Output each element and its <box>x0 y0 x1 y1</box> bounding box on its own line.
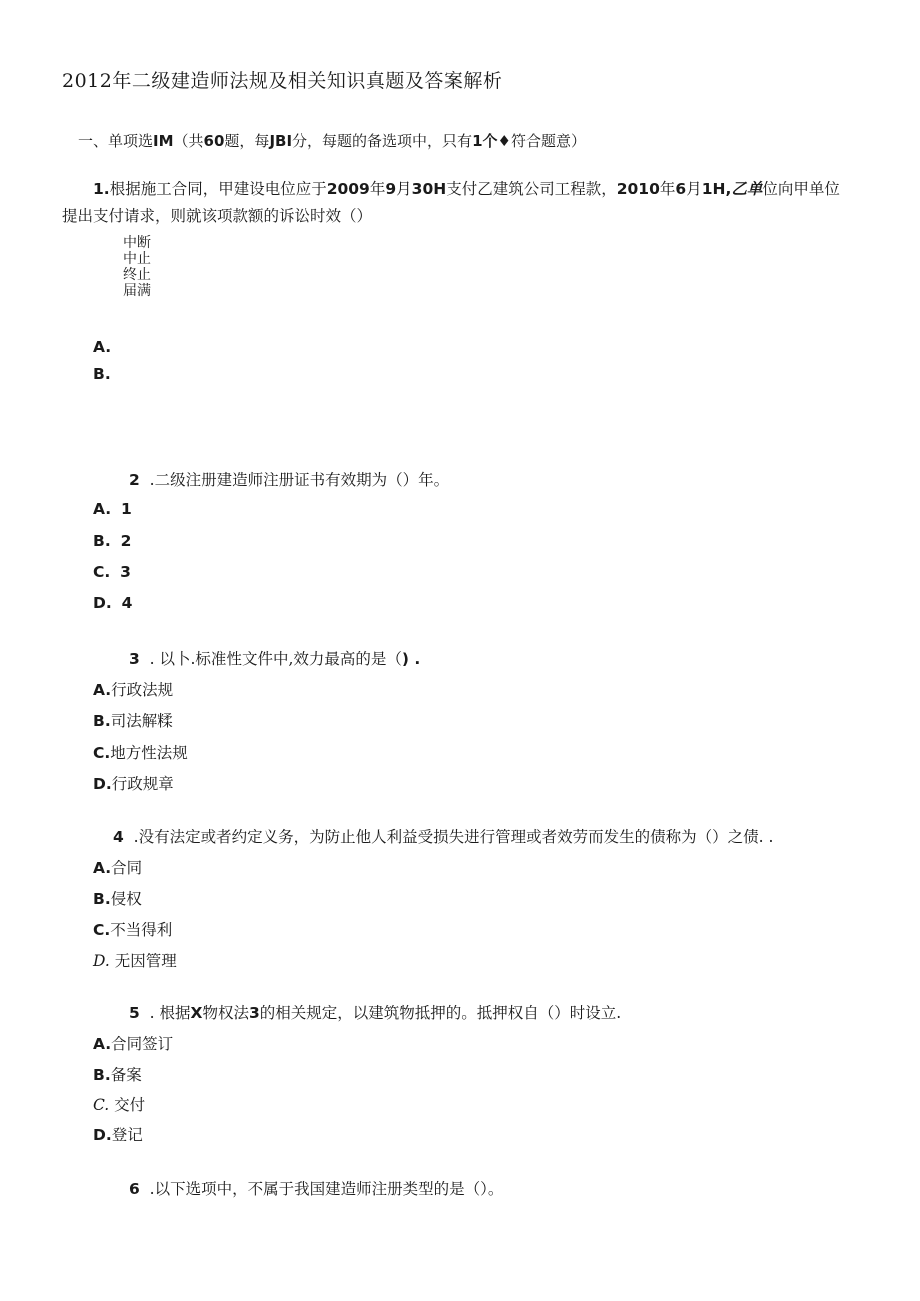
question-4: 4 .没有法定或者约定义务，为防止他人利益受损失进行管理或者效劳而发生的债称为（）之债. . <box>113 828 774 846</box>
option-c: C. 交付 <box>93 1096 146 1114</box>
option-a: A.合同 <box>93 859 143 877</box>
document-title: 2012年二级建造师法规及相关知识真题及答案解析 <box>62 70 503 92</box>
option-d: D.行政规章 <box>93 775 174 793</box>
option-b: B.侵权 <box>93 890 142 908</box>
choice-text: 中止 <box>123 251 151 267</box>
question-1-line-1: 1.根据施工合同，甲建设电位应于2009年9月30H支付乙建筑公司工程款，2010年6月1H,乙单位向甲单位 <box>93 180 840 198</box>
option-c: C.地方性法规 <box>93 744 188 762</box>
question-3: 3 . 以卜.标准性文件中,效力最高的是（) . <box>129 650 421 668</box>
option-d: D. 无因管理 <box>93 952 177 970</box>
option-b: B. 2 <box>93 532 132 550</box>
question-2: 2 .二级注册建造师注册证书有效期为（）年。 <box>129 471 450 489</box>
choice-text: 中断 <box>123 235 151 251</box>
option-c: C.不当得利 <box>93 921 173 939</box>
choice-text: 终止 <box>123 267 151 283</box>
option-d: D. 4 <box>93 594 133 612</box>
option-d: D.登记 <box>93 1126 143 1144</box>
option-b: B.备案 <box>93 1066 142 1084</box>
option-letter: B. <box>93 365 111 383</box>
option-c: C. 3 <box>93 563 131 581</box>
option-a: A. 1 <box>93 500 132 518</box>
choice-text: 届满 <box>123 283 151 299</box>
option-b: B.司法解糅 <box>93 712 173 730</box>
option-a: A.行政法规 <box>93 681 174 699</box>
question-1-choices <box>123 235 151 299</box>
option-letter: A. <box>93 338 112 356</box>
question-1-line-2: 提出支付请求，则就该项款额的诉讼时效（） <box>62 207 373 225</box>
section-header: 一、单项选IM（共60题，每JBI分，每题的备选项中，只有1个♦符合题意） <box>78 132 586 150</box>
question-5: 5 . 根据X物权法3的相关规定，以建筑物抵押的。抵押权自（）时设立. <box>129 1004 622 1022</box>
option-a: A.合同签订 <box>93 1035 174 1053</box>
question-6: 6 .以下选项中，不属于我国建造师注册类型的是（）。 <box>129 1180 504 1198</box>
